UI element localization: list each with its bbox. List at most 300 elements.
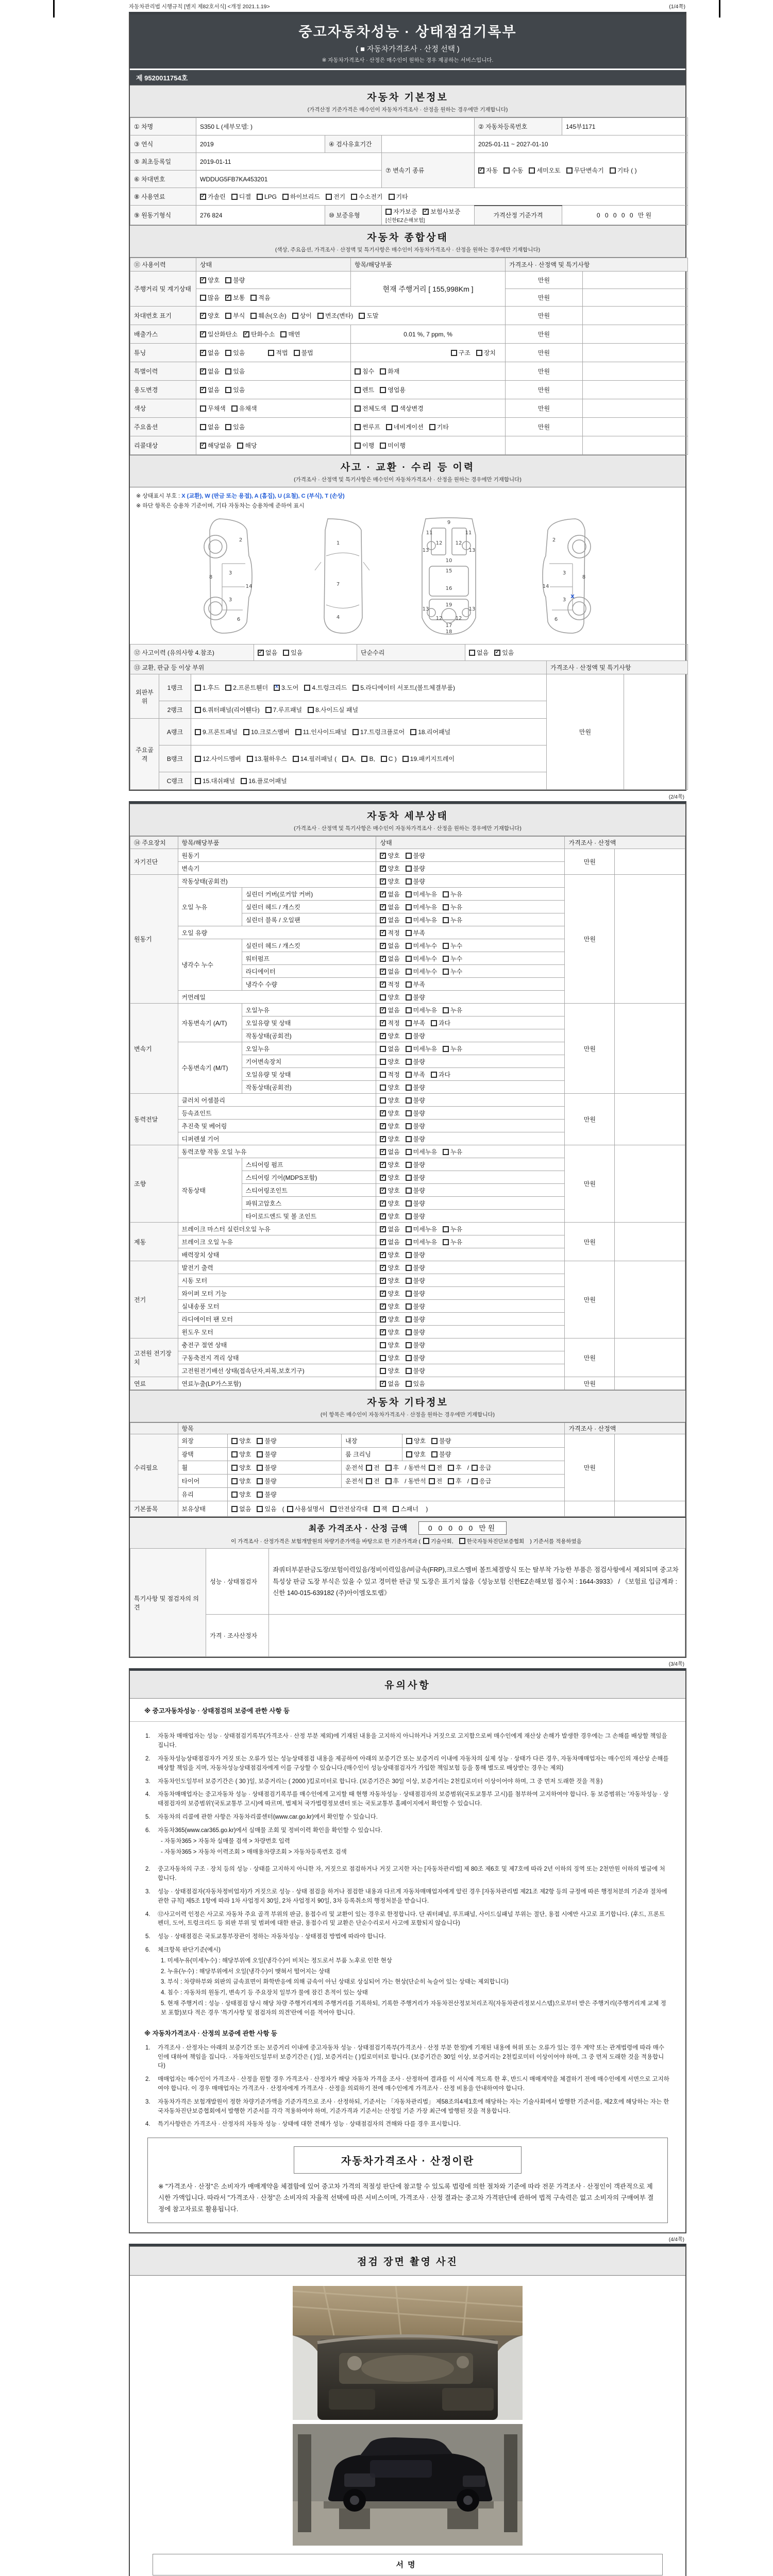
checkbox[interactable] <box>351 194 357 200</box>
checkbox[interactable] <box>225 313 231 319</box>
checkbox[interactable] <box>200 277 206 283</box>
checkbox[interactable] <box>231 1478 238 1484</box>
checkbox[interactable] <box>393 1506 399 1512</box>
checkbox[interactable] <box>225 295 231 301</box>
checkbox[interactable] <box>380 1355 386 1361</box>
svg-text:10: 10 <box>445 558 452 564</box>
checkbox[interactable] <box>287 1506 293 1512</box>
checkbox[interactable] <box>406 1226 412 1232</box>
checkbox[interactable] <box>257 1451 263 1458</box>
item: 변속기 <box>178 862 376 875</box>
notice-subitem: 3. 부식 : 차량하부와 외판의 금속표면이 화학반응에 의해 금속이 아닌 상태로 상실되어 가는 현상(단순히 녹슬어 있는 상태는 제외합니다) <box>161 1979 509 1986</box>
checkbox[interactable] <box>361 756 367 762</box>
checkbox[interactable] <box>380 1110 386 1116</box>
state <box>376 862 565 875</box>
checkbox[interactable] <box>380 1239 386 1245</box>
svg-text:3: 3 <box>562 597 566 603</box>
checkbox[interactable] <box>295 729 301 735</box>
page-marker-2: (2/4쪽) <box>668 794 684 801</box>
checkbox[interactable] <box>380 1200 386 1207</box>
checkbox[interactable] <box>274 685 280 691</box>
checkbox[interactable] <box>380 943 386 949</box>
checkbox[interactable] <box>380 387 386 393</box>
checkbox-label: 불량 <box>413 1161 425 1168</box>
checkbox[interactable] <box>380 1046 386 1052</box>
price-cell <box>506 436 583 455</box>
checkbox[interactable] <box>406 1252 412 1258</box>
checkbox[interactable] <box>406 1149 412 1155</box>
checkbox[interactable] <box>448 1478 454 1484</box>
checkbox[interactable] <box>250 313 257 319</box>
price-survey-note: ※ 자동차가격조사 · 산정은 매수인이 원하는 경우 제공하는 서비스입니다. <box>322 57 494 63</box>
checkbox[interactable] <box>429 424 435 430</box>
final-price-label: 최종 가격조사 · 산정 금액 <box>308 1524 408 1534</box>
checkbox[interactable] <box>380 1368 386 1374</box>
checkbox[interactable] <box>380 930 386 936</box>
checkbox-label: 누수 <box>450 968 463 975</box>
checkbox[interactable] <box>406 1007 412 1013</box>
checkbox[interactable] <box>294 350 300 356</box>
price-cell: 만원 <box>506 307 583 325</box>
checkbox[interactable] <box>472 1465 478 1471</box>
checkbox[interactable] <box>231 405 238 412</box>
checkbox[interactable] <box>225 387 231 393</box>
checkbox[interactable] <box>406 1033 412 1039</box>
checkbox[interactable] <box>406 1239 412 1245</box>
checkbox[interactable] <box>380 1381 386 1387</box>
checkbox[interactable] <box>342 756 348 762</box>
checkbox[interactable] <box>406 1451 412 1458</box>
checkbox-label: 17.트렁크플로어 <box>360 728 405 736</box>
checkbox[interactable] <box>380 1342 386 1348</box>
first-reg-label: ⑤ 최초등록일 <box>130 153 196 171</box>
checkbox[interactable] <box>231 1451 238 1458</box>
checkbox[interactable] <box>406 1329 412 1335</box>
checkbox[interactable] <box>380 853 386 859</box>
checkbox[interactable] <box>355 424 361 430</box>
checkbox[interactable] <box>443 956 449 962</box>
main-options-state <box>196 418 351 436</box>
checkbox[interactable] <box>443 1226 449 1232</box>
checkbox[interactable] <box>231 1465 238 1471</box>
checkbox[interactable] <box>610 167 616 174</box>
checkbox[interactable] <box>406 1175 412 1181</box>
checkbox-label: 불량 <box>413 1354 425 1362</box>
checkbox[interactable] <box>406 891 412 897</box>
checkbox[interactable] <box>443 969 449 975</box>
checkbox-label: 불량 <box>413 1277 425 1284</box>
checkbox[interactable] <box>231 1492 238 1498</box>
checkbox-label: 응급 <box>479 1464 492 1472</box>
checkbox-label: 적정 <box>388 1019 400 1027</box>
checkbox[interactable] <box>406 1200 412 1207</box>
checkbox[interactable] <box>195 707 201 713</box>
checkbox[interactable] <box>431 1072 437 1078</box>
price-cell: 만원 <box>565 1377 615 1390</box>
checkbox[interactable] <box>406 1097 412 1104</box>
checkbox[interactable] <box>503 167 510 174</box>
checkbox[interactable] <box>352 685 359 691</box>
checkbox[interactable] <box>231 194 238 200</box>
checkbox[interactable] <box>380 1072 386 1078</box>
checkbox[interactable] <box>380 878 386 885</box>
tire-positions <box>342 1475 565 1488</box>
notice-item: 5. 자동차의 리콜에 관한 사항은 자동차리콜센터(www.car.go.kr)에서 확인할 수 있습니다. <box>145 1814 378 1821</box>
checkbox[interactable] <box>443 891 449 897</box>
checkbox[interactable] <box>406 943 412 949</box>
checkbox[interactable] <box>406 1265 412 1271</box>
price-cell: 만원 <box>506 362 583 381</box>
checkbox[interactable] <box>431 1451 438 1458</box>
checkbox[interactable] <box>225 350 231 356</box>
checkbox[interactable] <box>380 1303 386 1310</box>
checkbox[interactable] <box>385 209 392 215</box>
checkbox[interactable] <box>380 1033 386 1039</box>
checkbox[interactable] <box>268 350 274 356</box>
checkbox[interactable] <box>406 1188 412 1194</box>
checkbox[interactable] <box>478 167 484 174</box>
checkbox[interactable] <box>380 866 386 872</box>
checkbox[interactable] <box>247 756 253 762</box>
item: 오일유량 및 상태 <box>242 1068 376 1081</box>
col-item: 항목 <box>178 1423 565 1434</box>
checkbox[interactable] <box>406 853 412 859</box>
col-usage-history: ⑪ 사용이력 <box>130 258 196 272</box>
checkbox[interactable] <box>282 194 289 200</box>
notice-subitem: - 자동차365 > 자동차 실매물 검색 > 차량번호 입력 <box>161 1838 290 1844</box>
checkbox[interactable] <box>443 904 449 910</box>
checkbox[interactable] <box>200 331 206 337</box>
state <box>376 1248 565 1261</box>
checkbox[interactable] <box>380 1188 386 1194</box>
checkbox-label: 양호 <box>388 1135 400 1143</box>
checkbox[interactable] <box>195 756 201 762</box>
checkbox-label: 미세누유 <box>413 903 438 911</box>
checkbox[interactable] <box>443 1149 449 1155</box>
checkbox[interactable] <box>406 1278 412 1284</box>
simple-repair-state <box>465 645 688 661</box>
checkbox[interactable] <box>308 707 314 713</box>
checkbox[interactable] <box>423 1538 429 1544</box>
checkbox[interactable] <box>392 405 398 412</box>
col-major-device: ⑭ 주요장치 <box>130 837 178 849</box>
remark-cell <box>615 1377 685 1390</box>
state <box>376 1184 565 1197</box>
notice-item: 6. 자동차365(www.car365.go.kr)에서 실매물 조회 및 정비이력 확인을 확인할 수 있습니다. <box>145 1827 382 1834</box>
rank1-items <box>191 674 547 701</box>
polish-state <box>228 1448 342 1461</box>
checkbox-label: 해당없음 <box>208 442 232 449</box>
checkbox[interactable] <box>380 891 386 897</box>
checkbox[interactable] <box>380 1149 386 1155</box>
checkbox-label: 후 <box>456 1464 462 1472</box>
checkbox[interactable] <box>380 917 386 923</box>
checkbox[interactable] <box>406 1136 412 1142</box>
checkbox[interactable] <box>257 1478 263 1484</box>
checkbox-label: 잭 <box>381 1505 388 1513</box>
checkbox[interactable] <box>258 650 264 656</box>
section-subtitle: (가격산정 기준가격은 매수인이 자동차가격조사 · 산정을 원하는 경우에만 기재합니다) <box>307 107 508 113</box>
checkbox[interactable] <box>241 778 247 784</box>
section-overall-state <box>130 225 685 258</box>
group-brake: 제동 <box>130 1223 178 1261</box>
state <box>376 1326 565 1338</box>
checkbox[interactable] <box>231 1438 238 1444</box>
checkbox[interactable] <box>406 904 412 910</box>
checkbox[interactable] <box>195 685 201 691</box>
checkbox[interactable] <box>380 1020 386 1026</box>
checkbox[interactable] <box>406 1213 412 1219</box>
svg-text:11: 11 <box>426 530 433 536</box>
checkbox[interactable] <box>380 1252 386 1258</box>
checkbox[interactable] <box>380 1007 386 1013</box>
signature-box[interactable] <box>153 2554 663 2575</box>
checkbox[interactable] <box>406 1438 412 1444</box>
checkbox[interactable] <box>380 1084 386 1091</box>
checkbox[interactable] <box>381 756 387 762</box>
checkbox[interactable] <box>406 1046 412 1052</box>
item: 연료누출(LP가스포함) <box>178 1377 376 1390</box>
state <box>376 1274 565 1287</box>
checkbox[interactable] <box>406 956 412 962</box>
checkbox[interactable] <box>292 313 298 319</box>
col-state: 상태 <box>196 258 351 272</box>
checkbox[interactable] <box>304 685 310 691</box>
checkbox[interactable] <box>280 331 287 337</box>
checkbox[interactable] <box>225 424 231 430</box>
checkbox[interactable] <box>257 1465 263 1471</box>
checkbox[interactable] <box>406 1084 412 1091</box>
checkbox[interactable] <box>257 1438 263 1444</box>
option-suffix: ) 기준서를 적용하였음 <box>530 1538 582 1545</box>
checkbox[interactable] <box>352 729 359 735</box>
checkbox[interactable] <box>317 313 324 319</box>
accident-history-table <box>130 644 688 674</box>
checkbox[interactable] <box>406 930 412 936</box>
checkbox[interactable] <box>380 1226 386 1232</box>
checkbox[interactable] <box>448 1465 454 1471</box>
checkbox[interactable] <box>225 277 231 283</box>
checkbox[interactable] <box>200 405 206 412</box>
checkbox[interactable] <box>459 1538 465 1544</box>
checkbox[interactable] <box>380 1265 386 1271</box>
checkbox[interactable] <box>443 1239 449 1245</box>
checkbox[interactable] <box>330 1506 337 1512</box>
group-powertrain: 동력전달 <box>130 1094 178 1145</box>
subgroup-at: 자동변속기 (A/T) <box>178 1004 242 1042</box>
checkbox[interactable] <box>429 1478 435 1484</box>
checkbox[interactable] <box>283 650 289 656</box>
checkbox[interactable] <box>472 1478 478 1484</box>
checkbox-label: 13.휠하우스 <box>254 755 287 763</box>
checkbox[interactable] <box>200 194 206 200</box>
checkbox[interactable] <box>380 956 386 962</box>
checkbox[interactable] <box>494 650 500 656</box>
item: 구동축전지 격리 상태 <box>178 1351 376 1364</box>
price-cell: 만원 <box>506 289 583 307</box>
checkbox-label: 불량 <box>413 1174 425 1181</box>
checkbox[interactable] <box>406 866 412 872</box>
checkbox[interactable] <box>406 1020 412 1026</box>
checkbox[interactable] <box>380 1123 386 1129</box>
checkbox[interactable] <box>423 209 429 215</box>
checkbox[interactable] <box>566 167 573 174</box>
blank-header <box>130 1423 178 1434</box>
checkbox[interactable] <box>200 443 206 449</box>
notices-list-a <box>130 1722 685 1860</box>
checkbox[interactable] <box>406 1355 412 1361</box>
exchange-price-header: 가격조사 · 산정액 및 특기사항 <box>547 661 688 674</box>
checkbox[interactable] <box>200 387 206 393</box>
checkbox[interactable] <box>406 1381 412 1387</box>
checkbox[interactable] <box>359 313 365 319</box>
checkbox[interactable] <box>380 994 386 1001</box>
checkbox[interactable] <box>469 650 475 656</box>
checkbox[interactable] <box>225 368 231 375</box>
checkbox[interactable] <box>385 1478 392 1484</box>
item: 등속죠인트 <box>178 1107 376 1120</box>
checkbox[interactable] <box>355 368 361 375</box>
checkbox[interactable] <box>406 917 412 923</box>
checkbox[interactable] <box>380 1278 386 1284</box>
accident-history-label: ⑫ 사고이력 (유의사항 4.참조) <box>130 645 254 661</box>
group-repair-needed: 수리필요 <box>130 1434 178 1501</box>
checkbox[interactable] <box>431 1020 437 1026</box>
checkbox[interactable] <box>443 917 449 923</box>
checkbox[interactable] <box>406 1303 412 1310</box>
checkbox[interactable] <box>380 1059 386 1065</box>
checkbox[interactable] <box>231 1506 238 1512</box>
checkbox-label: 7.루프패널 <box>273 706 303 714</box>
checkbox[interactable] <box>380 443 386 449</box>
checkbox[interactable] <box>389 194 395 200</box>
checkbox[interactable] <box>355 443 361 449</box>
checkbox[interactable] <box>380 1213 386 1219</box>
checkbox[interactable] <box>237 443 243 449</box>
transmission-type-label: ⑦ 변속기 종류 <box>382 153 475 188</box>
checkbox[interactable] <box>451 350 457 356</box>
checkbox[interactable] <box>476 350 482 356</box>
checkbox[interactable] <box>257 1506 263 1512</box>
checkbox[interactable] <box>406 1123 412 1129</box>
checkbox[interactable] <box>380 1136 386 1142</box>
checkbox[interactable] <box>355 387 361 393</box>
checkbox-label: 양호 <box>388 1367 400 1375</box>
state <box>376 1171 565 1184</box>
usage-change-label: 용도변경 <box>130 381 196 399</box>
appraiser-opinion <box>269 1615 685 1657</box>
checkbox[interactable] <box>402 756 409 762</box>
checkbox[interactable] <box>406 1316 412 1323</box>
checkbox[interactable] <box>406 1072 412 1078</box>
checkbox[interactable] <box>366 1465 372 1471</box>
checkbox[interactable] <box>243 729 249 735</box>
checkbox[interactable] <box>406 994 412 1001</box>
transmission-type-options <box>475 153 688 188</box>
checkbox[interactable] <box>225 685 231 691</box>
checkbox[interactable] <box>265 707 272 713</box>
checkbox[interactable] <box>200 424 206 430</box>
checkbox[interactable] <box>380 904 386 910</box>
checkbox-label: 있음 <box>291 649 303 657</box>
checkbox[interactable] <box>443 1046 449 1052</box>
state <box>376 1210 565 1223</box>
checkbox[interactable] <box>200 368 206 375</box>
remark-cell <box>615 1261 685 1338</box>
checkbox[interactable] <box>406 1291 412 1297</box>
checkbox[interactable] <box>200 313 206 319</box>
checkbox[interactable] <box>406 969 412 975</box>
mileage-label: 주행거리 및 계기상태 <box>130 272 196 307</box>
checkbox[interactable] <box>429 1465 435 1471</box>
checkbox[interactable] <box>374 1506 380 1512</box>
checkbox[interactable] <box>195 729 201 735</box>
checkbox[interactable] <box>380 1175 386 1181</box>
checkbox-label: 미세누유 <box>413 916 438 924</box>
color-kind <box>351 399 506 418</box>
checkbox-label: 3.도어 <box>281 684 299 692</box>
checkbox[interactable] <box>380 1291 386 1297</box>
checkbox[interactable] <box>443 943 449 949</box>
checkbox[interactable] <box>410 729 416 735</box>
checkbox[interactable] <box>200 295 206 301</box>
notice-item: 3. 자동차인도일부터 보증기간은 ( 30 )일, 보증거리는 ( 2000 )킬로미터로 합니다. (보증기간은 30일 이상, 보증거리는 2천킬로미터 이상이어야 하며, 그 중 먼저 도래한 것을 적용) <box>145 1778 603 1785</box>
checkbox[interactable] <box>406 878 412 885</box>
base-price-label: 가격산정 기준가격 <box>475 206 562 225</box>
checkbox[interactable] <box>529 167 535 174</box>
checkbox[interactable] <box>195 778 201 784</box>
checkbox-label: 렌트 <box>362 386 375 394</box>
checkbox[interactable] <box>406 1162 412 1168</box>
checkbox[interactable] <box>406 1368 412 1374</box>
checkbox[interactable] <box>380 1329 386 1335</box>
checkbox[interactable] <box>386 424 392 430</box>
checkbox[interactable] <box>406 1110 412 1116</box>
checkbox[interactable] <box>293 756 299 762</box>
checkbox[interactable] <box>406 981 412 988</box>
checkbox[interactable] <box>257 1492 263 1498</box>
inspection-period-label: ④ 검사유효기간 <box>325 135 382 153</box>
checkbox-label: 일산화탄소 <box>208 331 238 338</box>
checkbox[interactable] <box>380 368 386 375</box>
state <box>376 1158 565 1171</box>
checkbox-label: 자동 <box>486 167 498 174</box>
checkbox[interactable] <box>443 1007 449 1013</box>
checkbox-label: 불량 <box>413 1251 425 1259</box>
checkbox[interactable] <box>200 350 206 356</box>
checkbox[interactable] <box>406 1059 412 1065</box>
checkbox[interactable] <box>355 405 361 412</box>
checkbox[interactable] <box>366 1478 372 1484</box>
checkbox[interactable] <box>257 194 263 200</box>
checkbox[interactable] <box>326 194 332 200</box>
checkbox[interactable] <box>380 981 386 988</box>
section-subtitle: (색상, 주요옵션, 가격조사 · 산정액 및 특기사항은 매수인이 자동차가격조사 · 산정을 원하는 경우에만 기재합니다) <box>275 247 541 253</box>
checkbox-label: 양호 <box>388 1341 400 1349</box>
checkbox[interactable] <box>250 295 257 301</box>
checkbox[interactable] <box>380 1316 386 1323</box>
checkbox[interactable] <box>406 1342 412 1348</box>
interior-label: 내장 <box>342 1434 402 1448</box>
checkbox[interactable] <box>380 1097 386 1104</box>
checkbox[interactable] <box>385 1465 392 1471</box>
checkbox[interactable] <box>431 1438 438 1444</box>
checkbox[interactable] <box>243 331 249 337</box>
checkbox[interactable] <box>380 1162 386 1168</box>
checkbox[interactable] <box>380 969 386 975</box>
checkbox-label: 전 <box>373 1464 380 1472</box>
state <box>376 1377 565 1390</box>
